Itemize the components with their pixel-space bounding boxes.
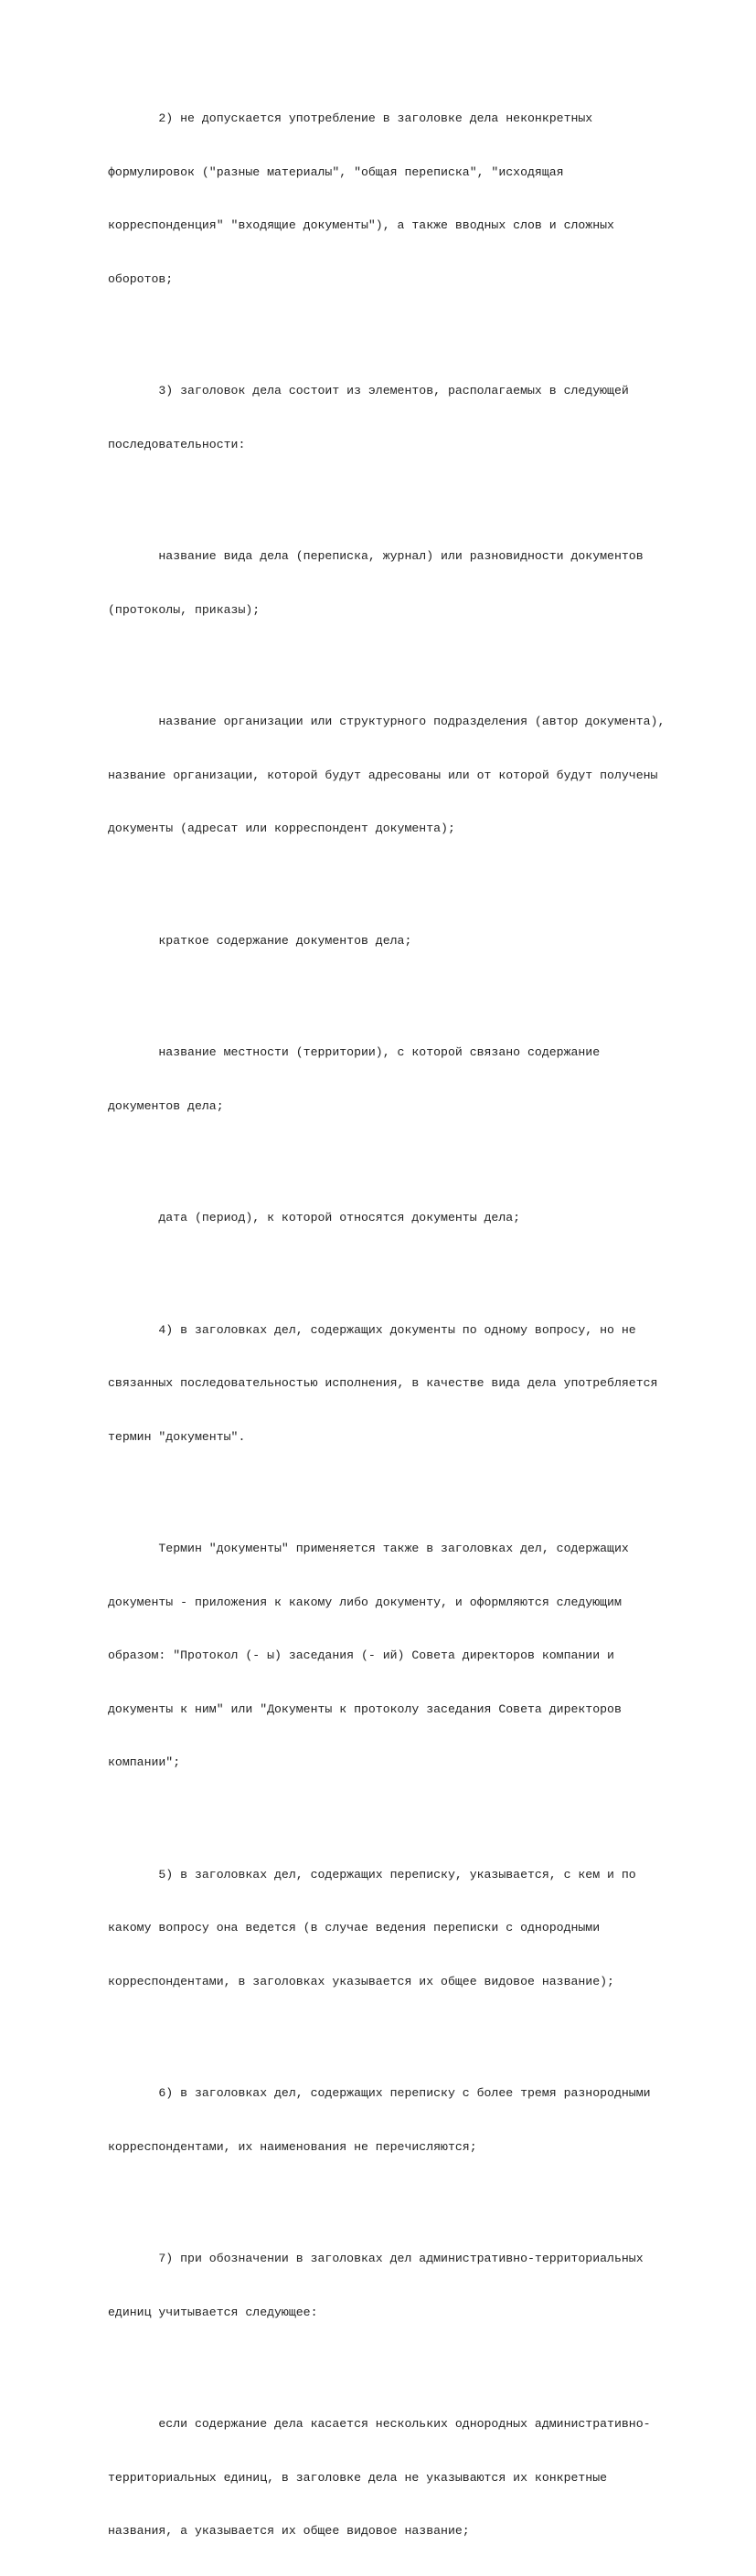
text-line: какому вопросу она ведется (в случае ведения переписки с однородными: [108, 1921, 601, 1935]
paragraph-gap: [108, 874, 702, 896]
text-line: территориальных единиц, в заголовке дела не указываются их конкретные: [108, 2470, 608, 2485]
text-line: название местности (территории), с которой связано содержание: [108, 1045, 601, 1059]
paragraph-gap: [108, 1481, 702, 1504]
text-line: названия, а указывается их общее видовое название;: [108, 2524, 470, 2538]
paragraph-gap: [108, 2357, 702, 2380]
paragraph-item-3: [108, 346, 702, 489]
text-line: формулировок ("разные материалы", "общая переписка", "исходящая: [108, 164, 564, 179]
paragraph-subitem-date: [108, 1173, 702, 1263]
text-line: документы (адресат или корреспондент документа);: [108, 822, 455, 835]
paragraph-item-4: [108, 1286, 702, 1482]
paragraph-subitem-territories: [108, 2380, 702, 2576]
text-line: документы к ним" или "Документы к протоколу заседания Совета директоров: [108, 1701, 622, 1716]
paragraph-gap: [108, 2026, 702, 2049]
text-line: корреспонденция" "входящие документы"), а также вводных слов и сложных: [108, 218, 614, 232]
paragraph-subitem-summary: [108, 896, 702, 986]
paragraph-item-2: [108, 74, 702, 323]
text-line: последовательности:: [108, 437, 246, 451]
paragraph-item-7: [108, 2214, 702, 2357]
text-line: единиц учитывается следующее:: [108, 2305, 318, 2319]
paragraph-gap: [108, 489, 702, 512]
text-line: компании";: [108, 1755, 181, 1769]
text-line: корреспондентами, их наименования не перечисляются;: [108, 2139, 477, 2154]
text-line: краткое содержание документов дела;: [108, 933, 412, 948]
text-line: название вида дела (переписка, журнал) или разновидности документов: [108, 549, 644, 563]
text-line: 4) в заголовках дел, содержащих документы по одному вопросу, но не: [108, 1322, 636, 1337]
text-line: 2) не допускается употребление в заголовке дела неконкретных: [108, 111, 593, 125]
text-line: название организации, которой будут адресованы или от которой будут получены: [108, 768, 658, 782]
paragraph-gap: [108, 1150, 702, 1173]
text-line: документы - приложения к какому либо документу, и оформляются следующим: [108, 1595, 622, 1609]
document-page: [108, 74, 702, 2576]
paragraph-gap: [108, 1263, 702, 1286]
paragraph-item-6: [108, 2049, 702, 2191]
text-line: 7) при обозначении в заголовках дел административно-территориальных: [108, 2252, 644, 2265]
paragraph-gap: [108, 1807, 702, 1830]
text-line: 3) заголовок дела состоит из элементов, располагаемых в следующей: [108, 384, 629, 398]
text-line: (протоколы, приказы);: [108, 602, 261, 617]
text-line: документов дела;: [108, 1098, 224, 1113]
text-line: 6) в заголовках дел, содержащих переписку с более тремя разнородными: [108, 2086, 651, 2100]
text-line: если содержание дела касается нескольких однородных административно-: [108, 2417, 651, 2431]
text-line: термин "документы".: [108, 1429, 246, 1444]
text-line: дата (период), к которой относятся документы дела;: [108, 1211, 521, 1224]
paragraph-subitem-kind: [108, 512, 702, 654]
paragraph-term-documents: [108, 1504, 702, 1807]
paragraph-gap: [108, 654, 702, 677]
text-line: оборотов;: [108, 271, 174, 286]
text-line: связанных последовательностью исполнения, в качестве вида дела употребляется: [108, 1376, 658, 1390]
text-line: образом: "Протокол (- ы) заседания (- ий) Совета директоров компании и: [108, 1648, 614, 1662]
paragraph-item-5: [108, 1830, 702, 2027]
paragraph-subitem-locality: [108, 1008, 702, 1150]
paragraph-gap: [108, 985, 702, 1008]
paragraph-subitem-organization: [108, 677, 702, 874]
text-line: Термин "документы" применяется также в заголовках дел, содержащих: [108, 1542, 629, 1555]
paragraph-gap: [108, 2191, 702, 2214]
text-line: 5) в заголовках дел, содержащих переписку, указывается, с кем и по: [108, 1867, 636, 1882]
text-line: название организации или структурного подразделения (автор документа),: [108, 715, 665, 728]
paragraph-gap: [108, 323, 702, 346]
text-line: корреспондентами, в заголовках указывается их общее видовое название);: [108, 1974, 614, 1988]
